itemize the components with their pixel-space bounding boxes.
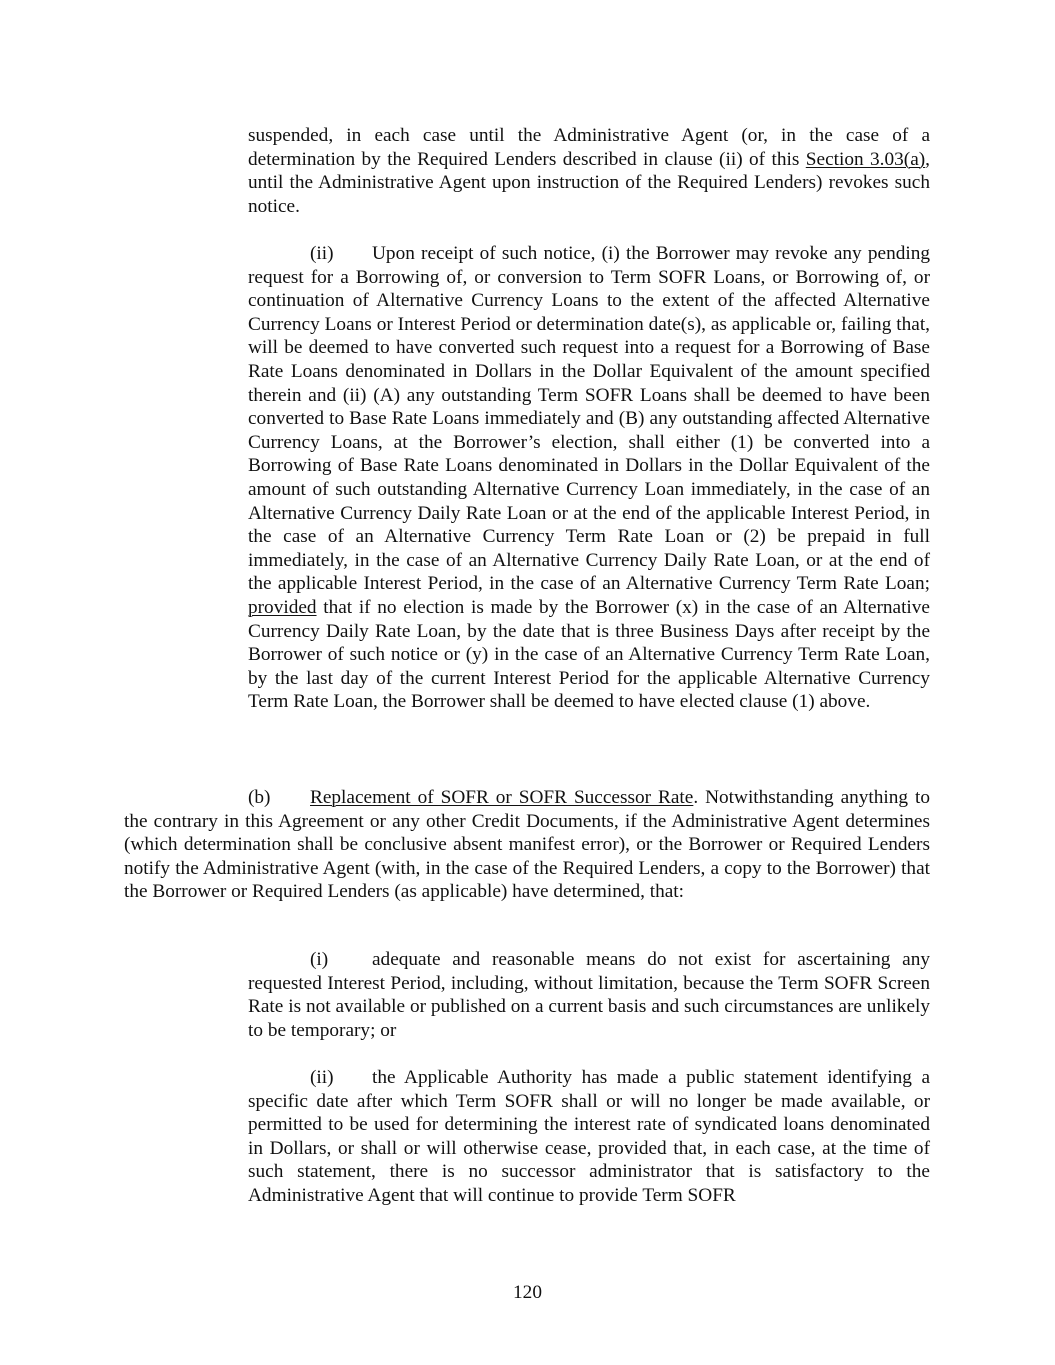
clause-label: (ii)	[310, 243, 334, 264]
paragraph-text: the Applicable Authority has made a public statement identifying a specific date after which Term SOFR shall or will no longer be made available, or permitted to be used for determining the interest rate of syndicated loans denominated in Dollars, or shall or will otherwise cease, provided that, in each case, at the time of such statement, there is no successor administrator that is satisfactory to the Administrative Agent that will continue to provide Term SOFR	[248, 1067, 930, 1206]
paragraph-text: , until the Administrative Agent upon instruction of the Required Lenders) revokes such notice.	[248, 148, 930, 217]
paragraph-clause-ii-b	[248, 1066, 930, 1208]
paragraph-continuation	[248, 124, 930, 218]
paragraph-text: . Notwithstanding anything to the contrary in this Agreement or any other Credit Documents, if the Administrative Agent determines (which determination shall be conclusive absent manifest error), or the Borrower or Required Lenders notify the Administrative Agent (with, in the case of the Required Lenders, a copy to the Borrower) that the Borrower or Required Lenders (as applicable) have determined, that:	[124, 787, 931, 903]
paragraph-clause-ii	[248, 242, 930, 714]
clause-label: (i)	[310, 949, 329, 970]
paragraph-section-b	[124, 786, 930, 904]
page-number: 120	[513, 1282, 542, 1303]
paragraph-clause-i	[248, 948, 930, 1042]
provided-term: provided	[248, 596, 317, 618]
paragraph-text: that if no election is made by the Borrower (x) in the case of an Alternative Currency Daily Rate Loan, by the date that is three Business Days after receipt by the Borrower of such notice or (y) in the case of an Alternative Currency Term Rate Loan, by the last day of the current Interest Period for the applicable Alternative Currency Term Rate Loan, the Borrower shall be deemed to have elected clause (1) above.	[248, 596, 930, 713]
section-reference-link: Section 3.03(a)	[805, 148, 926, 170]
paragraph-text: adequate and reasonable means do not exist for ascertaining any requested Interest Period, including, without limitation, because the Term SOFR Screen Rate is not available or published on a current basis and such circumstances are unlikely to be temporary; or	[248, 949, 930, 1041]
clause-label: (ii)	[310, 1067, 334, 1088]
paragraph-text: suspended, in each case until the Administrative Agent (or, in the case of a determination by the Required Lenders described in clause (ii) of this	[248, 125, 930, 170]
section-heading: Replacement of SOFR or SOFR Successor Rate	[310, 787, 694, 808]
clause-label: (b)	[248, 787, 271, 808]
paragraph-text: Upon receipt of such notice, (i) the Borrower may revoke any pending request for a Borrowing of, or conversion to Term SOFR Loans, or Borrowing of, or continuation of Alternative Currency Loans to the extent of the affected Alternative Currency Loans or Interest Period or determination date(s), as applicable or, failing that, will be deemed to have converted such request into a request for a Borrowing of Base Rate Loans denominated in Dollars in the Dollar Equivalent of the amount specified therein and (ii) (A) any outstanding Term SOFR Loans shall be deemed to have been converted to Base Rate Loans immediately and (B) any outstanding affected Alternative Currency Loans, at the Borrower’s election, shall either (1) be converted into a Borrowing of Base Rate Loans denominated in Dollars in the Dollar Equivalent of the amount of such outstanding Alternative Currency Loan immediately, in the case of an Alternative Currency Daily Rate Loan or at the end of the applicable Interest Period, in the case of an Alternative Currency Term Rate Loan or (2) be prepaid in full immediately, in the case of an Alternative Currency Daily Rate Loan, or at the end of the applicable Interest Period, in the case of an Alternative Currency Term Rate Loan;	[248, 243, 930, 595]
